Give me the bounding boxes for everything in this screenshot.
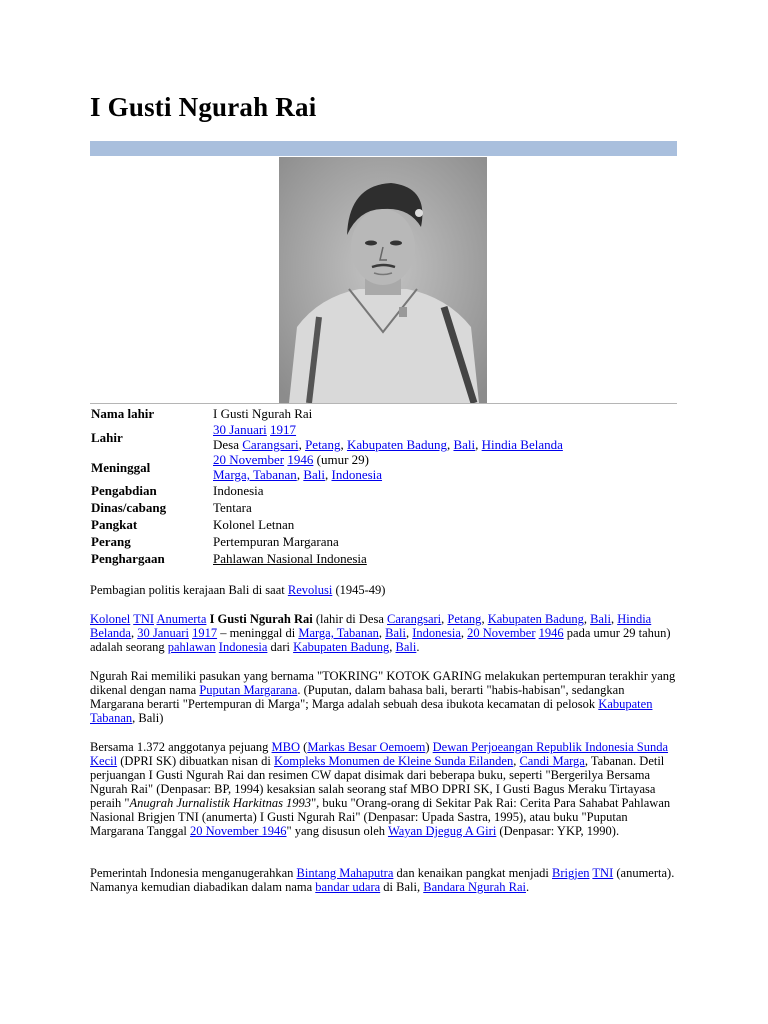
text: . bbox=[525, 880, 530, 894]
text: ", buku "Orang-orang di Sekitar Pak Rai: Cerita Para Sahabat Pahlawan Nasional Brigjen TNI (anumerta) I Gusti Ngurah Rai" (Denpasar: Upada Sastra, 1995), atau buku "Puputan Margarana Tanggal bbox=[90, 796, 671, 838]
link[interactable]: Kabupaten Tabanan bbox=[90, 697, 653, 725]
link[interactable]: 20 November bbox=[213, 452, 285, 467]
link[interactable]: Kabupaten Badung bbox=[487, 612, 584, 626]
link[interactable]: Hindia Belanda bbox=[90, 612, 652, 640]
link[interactable]: Petang bbox=[447, 612, 482, 626]
infobox-row-pengabdian bbox=[90, 482, 677, 499]
text: (lahir di Desa bbox=[312, 612, 387, 626]
text: dari bbox=[267, 640, 294, 654]
infobox-label: Nama lahir bbox=[91, 406, 155, 421]
link[interactable]: Bandara Ngurah Rai bbox=[423, 880, 526, 894]
link[interactable]: 1917 bbox=[270, 422, 297, 437]
link[interactable]: Kabupaten Badung bbox=[293, 640, 390, 654]
link[interactable]: Markas Besar Oemoem bbox=[307, 740, 426, 754]
text: pada umur 29 tahun) adalah seorang bbox=[90, 626, 671, 654]
link[interactable]: TNI bbox=[592, 866, 614, 880]
link[interactable]: Carangsari bbox=[387, 612, 442, 626]
link[interactable]: Bali bbox=[590, 612, 611, 626]
infobox-value bbox=[213, 550, 677, 567]
text: (Denpasar: YKP, 1990). bbox=[496, 824, 620, 838]
link[interactable]: Candi Marga bbox=[519, 754, 585, 768]
link[interactable]: TNI bbox=[133, 612, 155, 626]
link[interactable]: Indonesia bbox=[412, 626, 461, 640]
infobox-value: 20 November 1946 (umur 29) Marga, Tabanan, Bali, Indonesia bbox=[213, 452, 383, 482]
link[interactable]: 20 November bbox=[467, 626, 536, 640]
infobox-label: Lahir bbox=[91, 429, 123, 445]
link[interactable]: Brigjen bbox=[552, 866, 590, 880]
link[interactable]: 30 Januari bbox=[213, 422, 267, 437]
infobox-label: Dinas/cabang bbox=[91, 500, 167, 515]
infobox-row-lahir bbox=[90, 422, 677, 452]
text: (DPRI SK) dibuatkan nisan di bbox=[117, 754, 275, 768]
text: – meninggal di bbox=[217, 626, 299, 640]
infobox-label: Penghargaan bbox=[91, 551, 165, 566]
link[interactable]: Wayan Djegug A Giri bbox=[387, 824, 497, 838]
link[interactable]: Petang bbox=[305, 437, 341, 452]
link[interactable]: Kolonel bbox=[90, 612, 131, 626]
link[interactable]: 1946 bbox=[287, 452, 314, 467]
paragraph-intro: Kolonel TNI Anumerta I Gusti Ngurah Rai (lahir di Desa Carangsari, Petang, Kabupaten Badung, Bali, Hindia Belanda, 30 Januari 1917 – meninggal di Marga, Tabanan, Bali, Indonesia, 20 November 1946 pada umur 29 tahun) adalah seorang pahlawan Indonesia dari Kabupaten Badung, Bali. bbox=[90, 612, 671, 654]
award-link[interactable]: Pahlawan Nasional Indonesia bbox=[213, 551, 367, 566]
infobox-value: 30 Januari 1917 Desa Carangsari, Petang, Kabupaten Badung, Bali, Hindia Belanda bbox=[213, 422, 563, 452]
link[interactable]: Indonesia bbox=[331, 467, 383, 482]
infobox-row-perang bbox=[90, 533, 677, 550]
infobox-header-bar bbox=[90, 141, 677, 156]
link[interactable]: MBO bbox=[271, 740, 301, 754]
infobox-value: Kolonel Letnan bbox=[213, 517, 295, 532]
link[interactable]: Indonesia bbox=[218, 640, 268, 654]
infobox-label: Pengabdian bbox=[91, 483, 157, 498]
infobox-value: I Gusti Ngurah Rai bbox=[213, 406, 313, 421]
text: " yang disusun oleh bbox=[286, 824, 388, 838]
link[interactable]: Hindia Belanda bbox=[481, 437, 563, 452]
link[interactable]: bandar udara bbox=[315, 880, 381, 894]
link[interactable]: Marga, Tabanan bbox=[213, 467, 297, 482]
text: Ngurah Rai memiliki pasukan yang bernama "TOKRING" KOTOK GARING melakukan pertempuran terakhir yang dikenal dengan nama bbox=[90, 669, 676, 697]
text: . (Puputan, dalam bahasa bali, berarti "habis-habisan", sedangkan Margarana berarti "Pertempuran di Marga"; Marga adalah sebuah desa ibukota kecamatan di pelosok bbox=[90, 683, 625, 711]
link[interactable]: 30 Januari bbox=[137, 626, 189, 640]
link[interactable]: Marga, Tabanan bbox=[298, 626, 379, 640]
text: (anumerta). Namanya kemudian diabadikan dalam nama bbox=[90, 866, 675, 894]
text: , Tabanan. Detil perjuangan I Gusti Ngurah Rai dan resimen CW dapat disimak dari beberapa buku, seperti "Bergerilya Bersama Ngurah Rai" (Denpasar: BP, 1994) kesaksian salah seorang staf MBO DPRI SK, I Gusti Bagus Meraku Tirtayasa peraih " bbox=[90, 754, 665, 810]
text: (umur 29) bbox=[313, 452, 369, 467]
infobox-row-penghargaan bbox=[90, 550, 677, 567]
paragraph-history: Bersama 1.372 anggotanya pejuang MBO (Markas Besar Oemoem) Dewan Perjoeangan Republik Indonesia Sunda Kecil (DPRI SK) dibuatkan nisan di Kompleks Monumen de Kleine Sunda Eilanden, Candi Marga, Tabanan. Detil perjuangan I Gusti Ngurah Rai dan resimen CW dapat disimak dari beberapa buku, seperti "Bergerilya Bersama Ngurah Rai" (Denpasar: BP, 1994) kesaksian salah seorang staf MBO DPRI SK, I Gusti Bagus Meraku Tirtayasa peraih "Anugrah Jurnalistik Harkitnas 1993", buku "Orang-orang di Sekitar Pak Rai: Cerita Para Sahabat Pahlawan Nasional Brigjen TNI (anumerta) I Gusti Ngurah Rai" (Denpasar: Upada Sastra, 1995), atau buku "Puputan Margarana Tanggal 20 November 1946" yang disusun oleh Wayan Djegug A Giri (Denpasar: YKP, 1990). bbox=[90, 740, 671, 838]
portrait-photo bbox=[279, 157, 487, 403]
infobox-separator bbox=[90, 403, 677, 404]
award-title: Anugrah Jurnalistik Harkitnas 1993 bbox=[129, 796, 312, 810]
link[interactable]: Carangsari bbox=[242, 437, 299, 452]
text: dan kenaikan pangkat menjadi bbox=[393, 866, 553, 880]
infobox-row-dinas bbox=[90, 499, 677, 516]
link[interactable]: Bali bbox=[303, 467, 325, 482]
infobox-label: Perang bbox=[91, 534, 131, 549]
infobox-value: Pertempuran Margarana bbox=[213, 534, 339, 549]
link[interactable]: Bali bbox=[385, 626, 407, 640]
link[interactable]: 1917 bbox=[192, 626, 218, 640]
link[interactable]: Puputan Margarana bbox=[199, 683, 298, 697]
link[interactable]: Kompleks Monumen de Kleine Sunda Eilanden bbox=[274, 754, 514, 768]
paragraph-puputan bbox=[90, 669, 680, 725]
link[interactable]: pahlawan bbox=[167, 640, 216, 654]
infobox-label: Meninggal bbox=[91, 459, 151, 475]
link[interactable]: Revolusi bbox=[287, 583, 333, 597]
text: , Bali) bbox=[132, 711, 164, 725]
infobox bbox=[90, 405, 677, 567]
link[interactable]: Dewan Perjoeangan Republik Indonesia Sunda Kecil bbox=[90, 740, 669, 768]
infobox-row-meninggal bbox=[90, 452, 677, 482]
text: Bersama 1.372 anggotanya pejuang bbox=[90, 740, 272, 754]
infobox-value: Indonesia bbox=[213, 483, 264, 498]
link[interactable]: 1946 bbox=[538, 626, 564, 640]
text: di Bali, bbox=[380, 880, 424, 894]
link[interactable]: Anumerta bbox=[156, 612, 207, 626]
text: Desa bbox=[213, 437, 243, 452]
infobox-row-nama-lahir bbox=[90, 405, 677, 422]
map-caption bbox=[90, 583, 680, 597]
link[interactable]: 20 November 1946 bbox=[190, 824, 287, 838]
text: Pemerintah Indonesia menganugerahkan bbox=[90, 866, 297, 880]
link[interactable]: Bintang Mahaputra bbox=[296, 866, 394, 880]
subject-name: I Gusti Ngurah Rai bbox=[209, 612, 313, 626]
text: (1945-49) bbox=[332, 583, 386, 597]
link[interactable]: Bali bbox=[453, 437, 476, 452]
infobox-row-pangkat bbox=[90, 516, 677, 533]
link[interactable]: Kabupaten Badung bbox=[346, 437, 447, 452]
infobox-value: Tentara bbox=[213, 500, 252, 515]
page-title: I Gusti Ngurah Rai bbox=[90, 92, 317, 122]
link[interactable]: Bali bbox=[395, 640, 417, 654]
text: Pembagian politis kerajaan Bali di saat bbox=[90, 583, 288, 597]
infobox-label: Pangkat bbox=[91, 517, 138, 532]
paragraph-honors bbox=[90, 866, 680, 894]
